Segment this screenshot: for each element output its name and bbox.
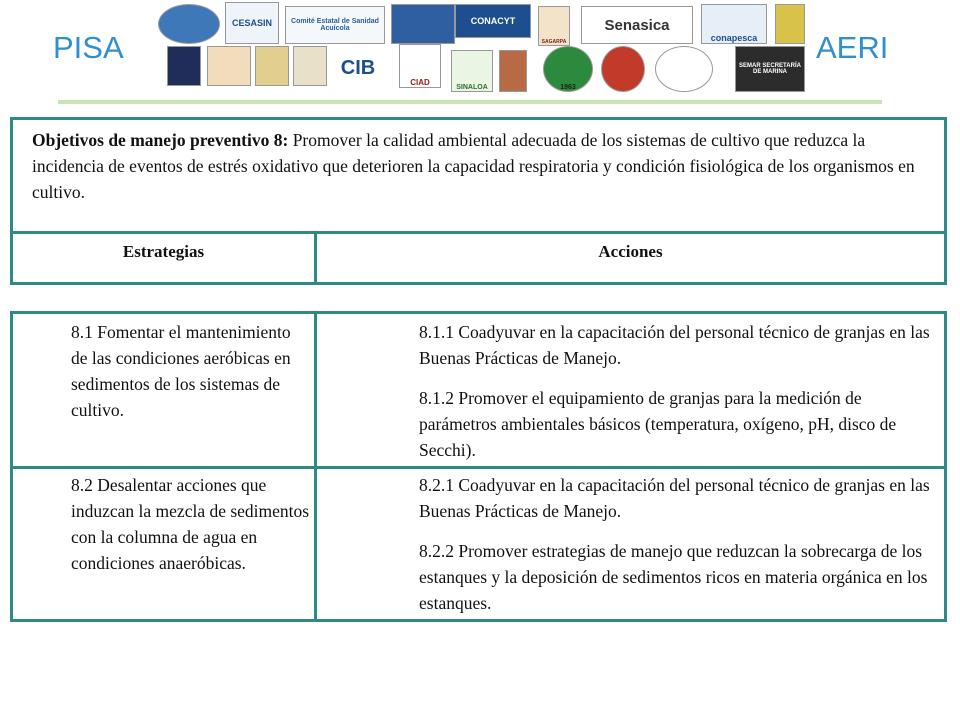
nayarit-seal-logo	[293, 46, 327, 86]
comite-sanidad-logo: Comité Estatal de Sanidad Acuícola	[285, 6, 385, 44]
strategies-table	[10, 311, 947, 622]
strategies-column-header: Estrategias	[122, 242, 205, 261]
action-8-2-1: 8.2.1 Coadyuvar en la capacitación del personal técnico de granjas en las Buenas Prácticas de Manejo.	[419, 475, 930, 521]
header-divider	[58, 100, 882, 104]
objective-text	[32, 127, 932, 205]
action-8-2-2: 8.2.2 Promover estrategias de manejo que reduzcan la sobrecarga de los estanques y la deposición de sedimentos ricos en materia orgánica en los estanques.	[419, 541, 928, 613]
diagnostic-network-logo	[655, 46, 713, 92]
bcs-fish-logo	[391, 4, 455, 44]
actions-column-header: Acciones	[598, 242, 663, 261]
coat-of-arms-logo	[775, 4, 805, 44]
aeri-title: AERI	[816, 30, 889, 65]
pisa-title: PISA	[53, 30, 124, 65]
senasica-logo: Senasica	[581, 6, 693, 44]
sinaloa-logo: SINALOA	[451, 50, 493, 92]
semar-logo: SEMAR SECRETARÍA DE MARINA	[735, 46, 805, 92]
city-seal-logo	[255, 46, 289, 86]
cesasin-logo: CESASIN	[225, 2, 279, 44]
header-row-divider	[13, 231, 944, 234]
strategy-8-1: 8.1 Fomentar el mantenimiento de las condiciones aeróbicas en sedimentos de los sistemas de cultivo.	[71, 322, 291, 420]
unam-shield-logo	[167, 46, 201, 86]
objective-box	[10, 117, 947, 285]
table-row-divider	[13, 466, 944, 469]
action-8-1-1: 8.1.1 Coadyuvar en la capacitación del personal técnico de granjas en las Buenas Prácticas de Manejo.	[419, 322, 930, 368]
cib-logo: CIB	[331, 50, 385, 86]
institution-seal-logo	[207, 46, 251, 86]
action-8-1-2: 8.1.2 Promover el equipamiento de granjas para la medición de parámetros ambientales básicos (temperatura, oxígeno, pH, disco de Secchi).	[419, 388, 897, 460]
conapesca-logo: conapesca	[701, 4, 767, 44]
strategy-8-2: 8.2 Desalentar acciones que induzcan la mezcla de sedimentos con la columna de agua en condiciones anaeróbicas.	[71, 475, 310, 573]
objective-label: Objetivos de manejo preventivo 8:	[32, 130, 289, 150]
objective-description: Promover la calidad ambiental adecuada de los sistemas de cultivo que reduzca la incidencia de eventos de estrés oxidativo que deterioren la capacidad respiratoria y condición fisiológica de los organismos en cultivo.	[32, 130, 915, 202]
ciad-logo: CIAD	[399, 44, 441, 88]
indigenous-art-logo	[499, 50, 527, 92]
university-1963-logo: 1963	[543, 46, 593, 92]
sagarpa-logo: SAGARPA	[538, 6, 570, 46]
conacyt-logo: CONACYT	[455, 4, 531, 38]
fish-circle-logo	[158, 4, 220, 44]
round-seal-logo	[601, 46, 645, 92]
